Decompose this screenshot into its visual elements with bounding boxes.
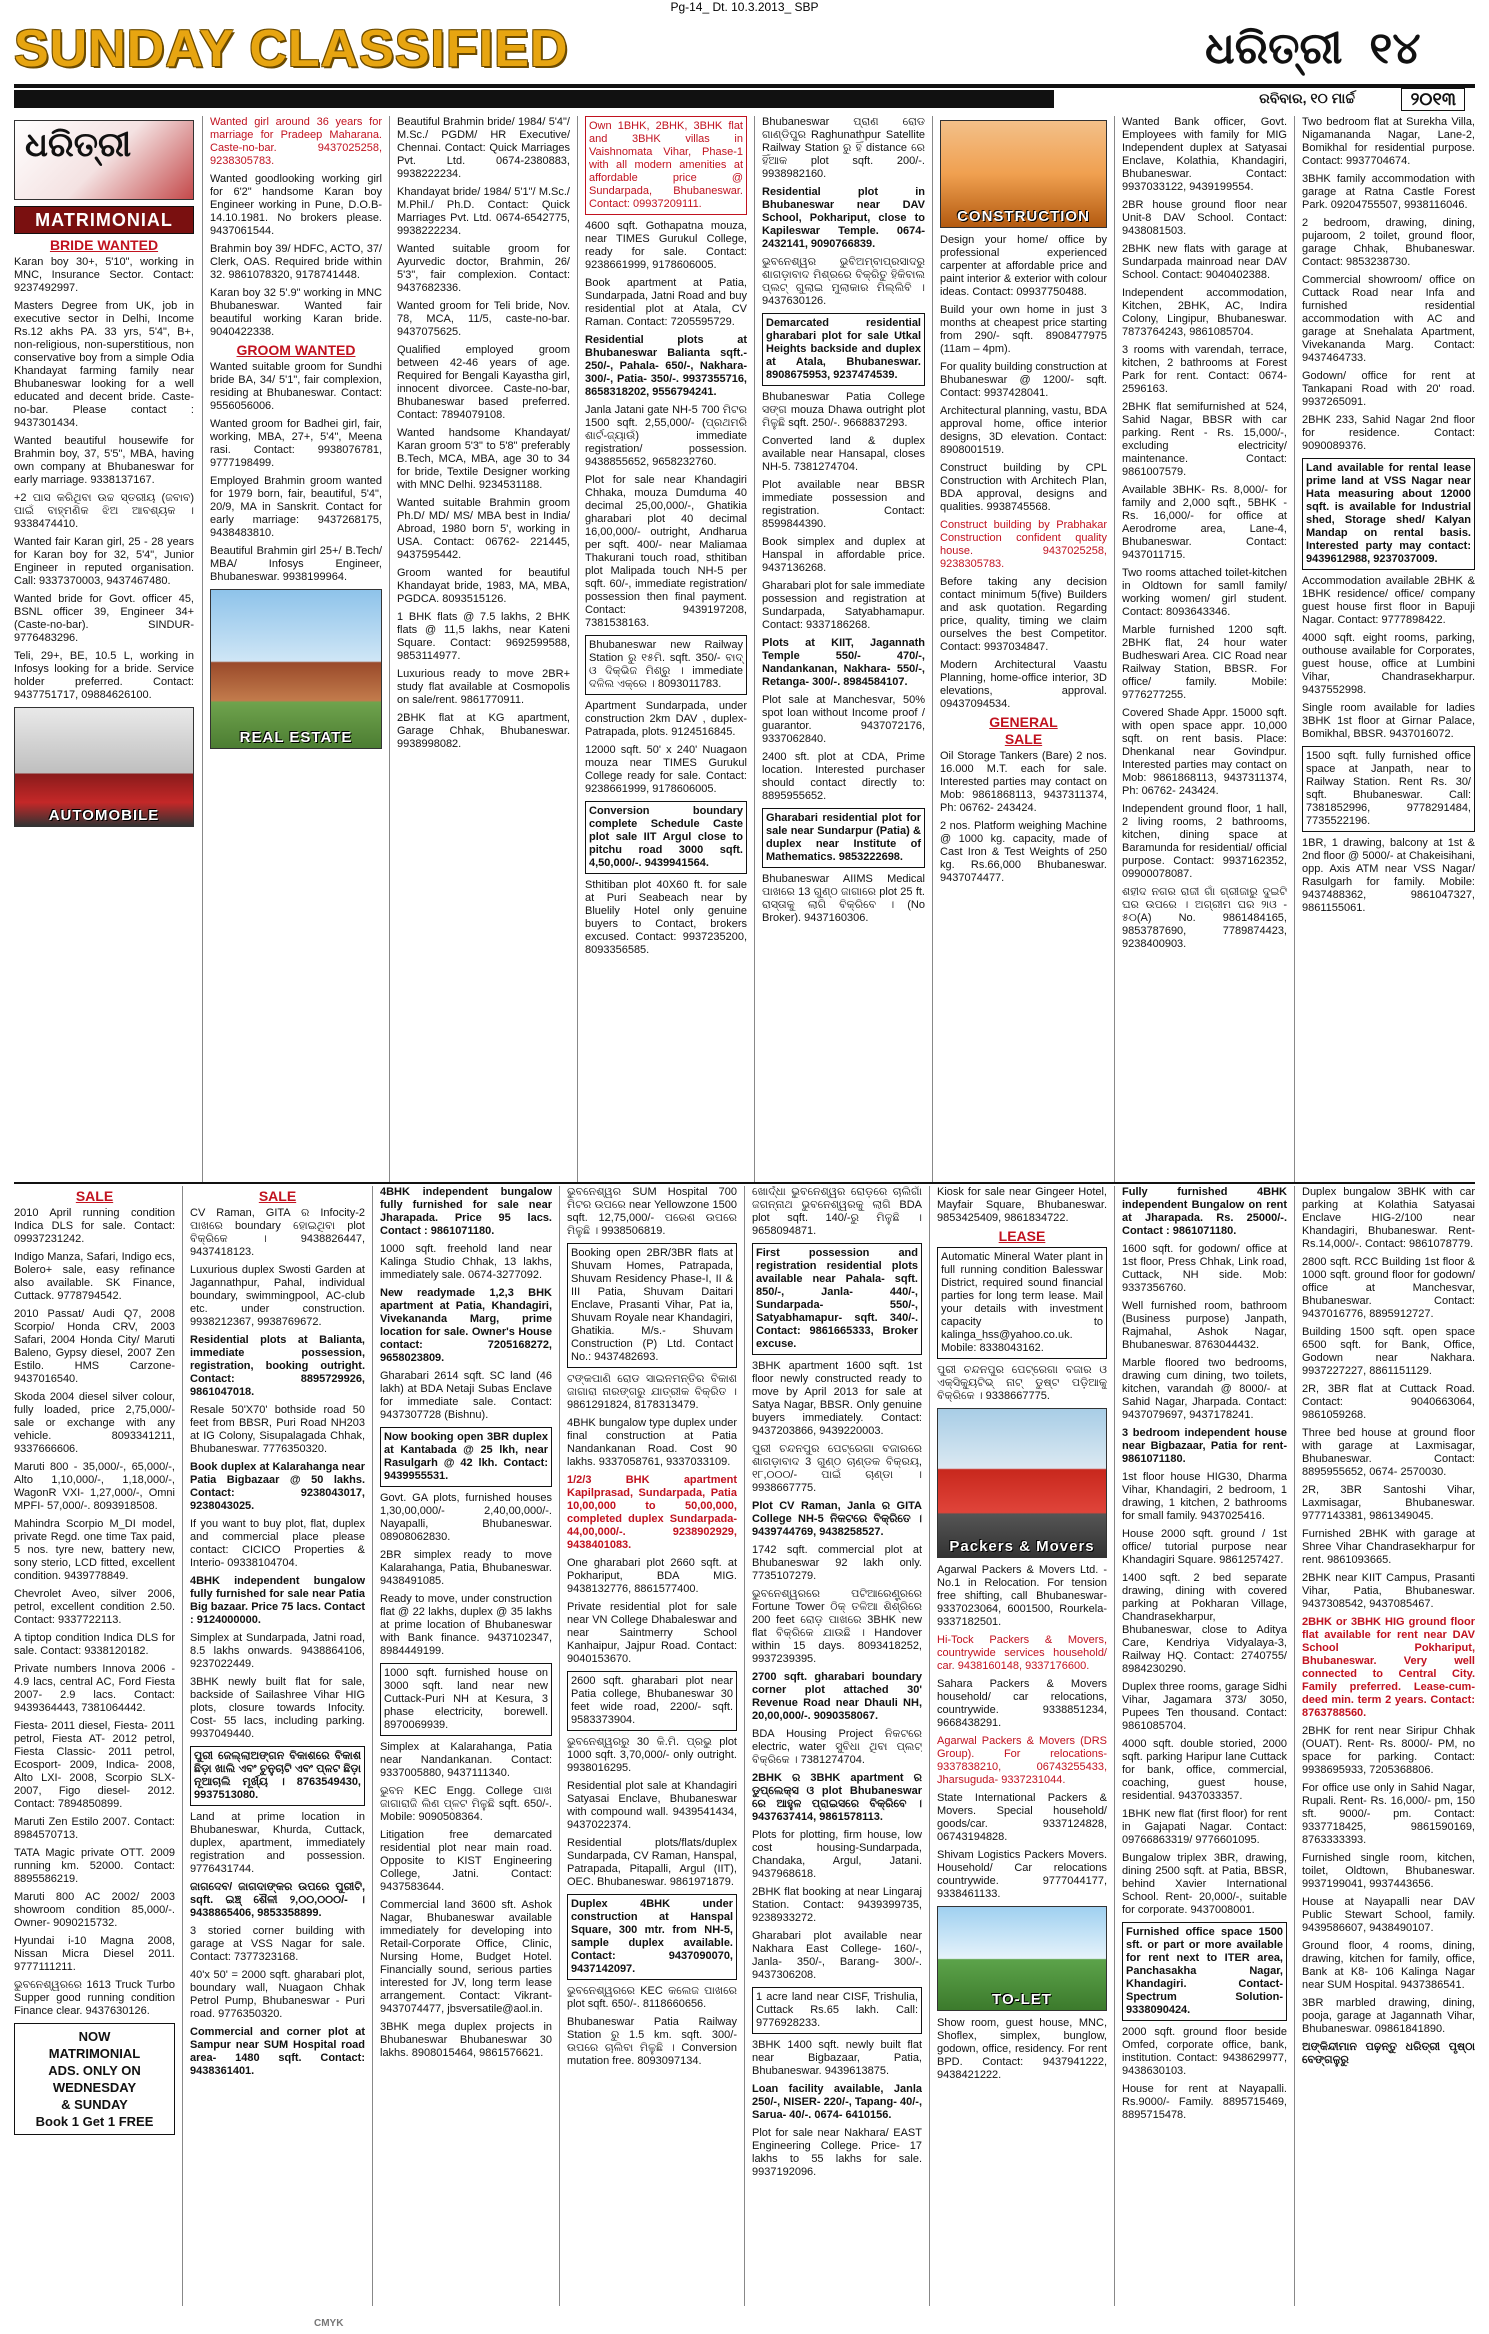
ad-item: Maruti 800 AC 2002/ 2003 showroom condition 85,000/-. Owner- 9090215732. [14,1891,175,1929]
ad-item: 2BHK new flats with garage at Sundarpada mainroad near DAV School. Contact: 9040402388. [1122,243,1287,281]
ad-item: Duplex bungalow 3BHK with car parking at Kolathia Satyasai Enclave HIG-2/100 near Khandagiri, Bhubaneswar. Rent- Rs.14,000/-. Contact: 9861078779. [1302,1186,1475,1250]
issue-year: ୨୦୧୩ [1401,88,1465,111]
ad-item: 3BHK apartment 1600 sqft. 1st floor newly constructed ready to move by April 2013 for sale at Satya Nagar, BBSR. Only genuine buyers immediately. Contact: 9437203866, 9439220003. [752,1360,922,1437]
ad-item: Wanted girl around 36 years for marriage for Pradeep Maharana. Caste-no-bar. 9437025258, 9238305783. [210,116,382,167]
ad-item: 2BR house ground floor near Unit-8 DAV School. Contact: 9438081503. [1122,199,1287,237]
ad-item: Design your home/ office by professional experienced carpenter at affordable price and paint interior & exterior with colour ideas. Contact: 09937750488. [940,234,1107,298]
ad-item: Fully furnished 4BHK independent Bungalow on rent at Jharapada. Rs. 25000/-. Contact : 9861071180. [1122,1186,1287,1237]
ad-item: Wanted handsome Khandayat/ Karan groom 5'3" to 5'8" preferably B.Tech, MCA, MBA, age 30 to 34 for bride, Textile Designer working with MNC Delhi. 9234531188. [397,427,570,491]
bottom-column-4 [567,1186,737,2306]
ad-item: Khandayat bride/ 1984/ 5'1"/ M.Sc./ M.Phil./ Ph.D. Contact: Quick Marriages Pvt. Ltd. 0674-6542775, 9938222234. [397,186,570,237]
ad-item: Agarwal Packers & Movers Ltd. - No.1 in Relocation. For tension free shifting, call Bhubaneswar- 9337023064, 6001500, Rourkela- 9337182501. [937,1564,1107,1628]
ad-item: Residential plots at Balianta, immediate possession, registration, booking outright. Contact: 8895729926, 9861047018. [190,1334,365,1398]
ad-item: Masters Degree from UK, job in executive sector in Delhi, Income Rs.12 akhs PA. 33 yrs, 5'4", B+, non-religious, non-superstitious, non conservative boy from a simple Odia Khandayat farming family near Bhubaneswar looking for a well educated and decent bride. Caste-no-bar. Please contact : 9437301434. [14,300,194,429]
ad-item: Employed Brahmin groom wanted for 1979 born, fair, beautiful, 5'4", 20/9, MA in Sanskrit. Contact for early marriage: 9437268175, 9438483810. [210,475,382,539]
ad-item: +2 ପାସ କରିଥିବା ଉଚ୍ଚ ସ୍ତରୀୟ (ଜବାବ) ପାଇଁ ବାହ୍ମଣିକ ଝିଅ ଆବଶ୍ୟକ । 9338474410. [14,492,194,530]
ad-item: ଭୁବନ KEC Engg. College ପାଖ ଜାଗାରାଜି ଲିଣ ପ୍ଳଟ ମିଳୁଛି sqft. 650/-. Mobile: 9090508364. [380,1785,552,1823]
bottom-column-2 [190,1186,365,2306]
column-rule [1294,116,1295,1182]
ad-item: ଜାଗଦେବ/ ଜାଗଦାଙ୍କର ଉପରେ ପୁରୀଟି, sqft. ଇଞ୍ଚ୍ ଶୈଳୀ ୨,୦୦,୦୦୦/- । 9438865406, 9853358899. [190,1881,365,1919]
column-rule [559,1186,560,2306]
ad-item: ପୁରୀ ଚନ୍ଦନପୁର ପେଟ୍ରେଗା ବଜାର ଓ ଏକ୍ସିକ୍ୟୁଟିଭ୍ ନାଟ୍ ଡୁଷ୍ଟ ପଡ଼ିଆକୁ ବିକ୍ରିକେ । 9338667775. [937,1364,1107,1402]
ad-item: Shivam Logistics Packers Movers. Household/ Car relocations countrywide. 9777044177, 9338461133. [937,1849,1107,1900]
ad-item: Karan boy 32 5'.9" working in MNC Bhubaneswar. Wanted fair beautiful working Karan bride. 9040422338. [210,287,382,338]
section-title: SUNDAY CLASSIFIED [14,20,569,78]
ad-item: BDA Housing Project ନିକଟରେ electric, water ସୁବିଧା ଥିବା ପ୍ଲଟ୍ ବିକ୍ରିକେ । 7381274704. [752,1728,922,1766]
automobile-image [14,707,194,827]
ad-item: Booking open 2BR/3BR flats at Shuvam Homes, Patrapada, Shuvam Residency Phase-I, II & III Patia, Shuvam Daitari Enclave, Prasanti Vihar, Pat ia, Shuvam Royale near Khandagiri, Ghatikia. M/s.- Shuvam Construction (P) Ltd. Contact No.: 9437482693. [567,1243,737,1368]
ad-item: 2BR simplex ready to move Kalarahanga, Patia, Bhubaneswar. 9438491085. [380,1549,552,1587]
ad-item: ଟଙ୍କପାଣି ରୋଡ ସାଇନମନ୍ତିର ବିକାଶ ଜାଗାରା ନାରଙ୍ଗରୁ ଯାତ୍ରୀକ ବିକ୍ରିତ । 9861291824, 8178313479. [567,1373,737,1411]
ad-item: Gharabari plot available near Nakhara East College- 160/-, Janla- 350/-, Barang- 300/-. 9437306208. [752,1930,922,1981]
ad-item: Plots for plotting, firm house, low cost housing-Sundarpada, Chandaka, Argul, Jatani. 9437968618. [752,1829,922,1880]
ad-item: Build your own home in just 3 months at cheapest price starting from 290/- sqft. 8908477975 (11am – 4pm). [940,304,1107,355]
ad-item: Furnished office space 1500 sft. or part or more available for rent next to ITER area, Panchasakha Nagar, Khandagiri. Contact- Spectrum Solution- 9338090424. [1122,1922,1287,2021]
ad-item: Accommodation available 2BHK & 1BHK residence/ office/ company guest house first floor in Bapuji Nagar. Contact: 9777898422. [1302,575,1475,626]
ad-item: ଭୁବନେଶ୍ୱରରେ 1613 Truck Turbo Supper good running condition Finance clear. 9437630126. [14,1979,175,2017]
ad-item: Beautiful Brahmin bride/ 1984/ 5'4"/ M.Sc./ PGDM/ HR Executive/ Chennai. Contact: Quick Marriages Pvt. Ltd. 0674-2380883, 9938222234. [397,116,570,180]
ad-item: Converted land & duplex available near Hansapal, closes NH-5. 7381274704. [762,435,925,473]
ad-item: ଭୁବନେଶ୍ୱରରେ KEC କଲେଜ ପାଖରେ plot sqft. 650/-. 8118660656. [567,1985,737,2010]
ad-item: One gharabari plot 2660 sqft. at Pokhariput, BDA MIG. 9438132776, 8861577400. [567,1557,737,1595]
ad-item: Plots at KIIT, Jagannath Temple 550/- 470/-, Nandankanan, Nakhara- 550/-, Retanga- 300/-. 8984584107. [762,637,925,688]
lease-heading: LEASE [998,1228,1046,1244]
bottom-section [14,1186,1475,2306]
ad-item: 1500 sqft. fully furnished office space at Janpath, near to Railway Station. Rent Rs. 30/ sqft. Bhubaneswar. Call: 7381852996, 9778291484, 7735522196. [1302,746,1475,832]
ad-item: Residential plots/flats/duplex Sundarpada, CV Raman, Hanspal, Patrapada, Pitapalli, Argul (IIT), OEC. Bhubaneswar. 9861971879. [567,1837,737,1888]
ad-item: Own 1BHK, 2BHK, 3BHK flat and 3BHK villas in Vaishnomata Vihar, Phase-1 with all modern amenities at affordable price @ Sundarpada, Bhubaneswar. Contact: 09937209111. [585,116,747,215]
ad-item: Marble floored two bedrooms, drawing cum dining, two toilets, kitchen, varandah @ 8000/- at Sahid Nagar, Jharpada. Contact: 9437079697, 9437178241. [1122,1357,1287,1421]
ad-item: ପୁରୀ ଜେଲ୍ଲାଅଙ୍ଗନ ବିକାଶରେ ବିକାଶ ଛିଡ଼ା ଖାଲି ଏବଂ ଚୁନୁଚାଟି ଏବଂ ପ୍ଳଟ ଛିଡ଼ା ନୂଆଚାଲି ମୂର୍ଖ୍ୟ । 8763549430, 9937513080. [190,1746,365,1806]
ad-item: ଖୋର୍ଦ୍ଧା ଭୁବନେଶ୍ୱର ରୋଡ଼ରେ ଚାଲିଗାଁ ଜଗନ୍ନାଥ ଭୁବନେଶ୍ୱରକୁ ଲାଗି BDA plot sqft. 140/-ରୁ ମିଳୁଛି । 9658094871. [752,1186,922,1237]
page-footer [14,2316,1475,2334]
ad-item: Three bed house at ground floor with garage at Laxmisagar, Bhubaneswar. Contact: 8895955652, 0674- 2570030. [1302,1427,1475,1478]
ad-item: TATA Magic private OTT. 2009 running km. 52000. Contact: 8895586219. [14,1847,175,1885]
bottom-column-8 [1302,1186,1475,2306]
dharitri-logo-small: ଧରିତ୍ରୀ [25,125,132,165]
ad-item: Furnished 2BHK with garage at Shree Vihar Chandrasekharpur for rent. 9861093665. [1302,1528,1475,1566]
ad-item: 2BHK 233, Sahid Nagar 2nd floor for residence. Contact: 9090089376. [1302,414,1475,452]
ad-item: Maruti 800 - 35,000/-, 65,000/-, Alto 1,10,000/-, 1,18,000/-, WagonR VXI- 1,27,000/-, Omni MPFI- 57,000/-. 8093918508. [14,1461,175,1512]
ad-item: 1/2/3 BHK apartment Kapilprasad, Sundarpada, Patia 10,00,000 to 50,00,000, completed duplex Sundarpada- 44,00,000/-. 9238902929, 9438401083. [567,1474,737,1551]
ad-item: 3BR marbled drawing, dining, pooja, garage at Jagannath Vihar, Bhubaneswar. 09861841890. [1302,1997,1475,2035]
sale-heading: SALE [75,1188,114,1204]
ad-item: 2800 sqft. RCC Building 1st floor & 1000 sqft. ground floor for godown/ office at Manchesvar, Bhubaneswar. Contact: 9437016776, 8895912727. [1302,1256,1475,1320]
ad-item: Bhubaneswar new Railway Station ରୁ ୧୫ମି. sqft. 350/- ବାଦ୍ ଓ ଦିକ୍ଭିଜ ମିଶ୍ରୁ । immediate ଦଳିଲ ଏକ୍ରେ । 8093011783. [585,635,747,695]
sale-subheading: SALE [1004,731,1043,747]
top-column-8 [1302,116,1475,1182]
ad-item: Before taking any decision contact minimum 5(five) Builders and ask quotation. Regarding price, quality, timing we claim ourselves the best Competitor. Contact: 9937034847. [940,576,1107,653]
ad-item: 4BHK independent bungalow fully furnished for sale near Patia Big bazaar. Price 75 lacs. Contact : 9124000000. [190,1575,365,1626]
ad-item: Duplex 4BHK under construction at Hanspal Square, 300 mtr. from NH-5, sample duplex available. Contact: 9437090070, 9437142097. [567,1894,737,1980]
dateline-bar [14,90,1054,108]
ad-item: Furnished single room, kitchen, toilet, Oldtown, Bhubaneswar. 9937199041, 9937443656. [1302,1852,1475,1890]
bottom-column-3 [380,1186,552,2306]
ad-item: House 2000 sqft. ground / 1st office/ tutorial purpose near Khandagiri Square. 9861257427. [1122,1528,1287,1566]
ad-item: Skoda 2004 diesel silver colour, fully loaded, price 2,75,000/- sale or exchange with any vehicle. 8093341211, 9337666606. [14,1391,175,1455]
ad-item: Plot for sale near Khandagiri Chhaka, mouza Dumduma 40 decimal 25,00,000/-, Ghatikia gharabari plot 40 decimal 16,00,000/- outright, Andharua per sqft. 400/- near Maliamaa Thakurani touch road, sthitiban plot Malipada touch NH-5 per sqft. 60/-, immediate registration/ possession then final payment. Contact: 9439197208, 7381538163. [585,474,747,629]
promo-line: WEDNESDAY [52,2080,137,2095]
ad-item: Wanted fair Karan girl, 25 - 28 years for Karan boy for 32, 5'4", Junior Engineer in reputed organisation. Call: 9337370003, 9437467480. [14,536,194,587]
ad-item: ଭୁବନେଶ୍ୱରରୁ 30 କି.ମି. ପ୍ରଭୁ plot 1000 sqft. 3,70,000/- only outright. 9938016295. [567,1736,737,1774]
ad-item: Land at prime location in Bhubaneswar, Khurda, Cuttack, duplex, apartment, immediately registration and possession. 9776431744. [190,1811,365,1875]
ad-item: Hi-Tock Packers & Movers, countrywide services household/ car. 9438160148, 9337176600. [937,1634,1107,1672]
column-rule [182,1186,183,2306]
matrimonial-banner [14,206,194,234]
ad-item: Apartment Sundarpada, under construction 2km DAV , duplex-Patrapada, plots. 9124516845. [585,700,747,738]
ad-item: Brahmin boy 39/ HDFC, ACTO, 37/ Clerk, OAS. Required bride within 32. 9861078320, 9178741448. [210,243,382,281]
construction-label: CONSTRUCTION [957,208,1090,225]
dharitri-logo: ଧରିତ୍ରୀ [1205,23,1343,74]
ad-item: Covered Shade Appr. 15000 sqft. with open space appr. 10,000 sqft. on rent basis. Place: Dhenkanal near Govindpur. Interested parties may contact on Mob: 9861868113, 9437311374, Ph: 06762- 243424. [1122,707,1287,797]
ad-item: Plot CV Raman, Janla ର GITA College NH-5 ନିକଟରେ ବିକ୍ରିତେ । 9439744769, 9438258527. [752,1500,922,1538]
column-rule [744,1186,745,2306]
ad-item: ପୁରୀ ଚନ୍ଦନପୁର ପେଟ୍ରେଗା ବଜାରରେ ଶାଗଡ଼ାବାଦ 3 ଗୁଣ୍ଠ ଚାଣ୍ଡକ ବିକ୍ରୟ, ୧୮,୦୦୦/- ପାଇଁ ଚାଣ୍ଡା । 9938667775. [752,1443,922,1494]
ad-item: Chevrolet Aveo, silver 2006, petrol, excellent condition 2.50. Contact: 9337722113. [14,1588,175,1626]
ad-item: Marble furnished 1200 sqft. 2BHK flat, 24 hour water Budheswari Area. CIC Road near Railway Station, BBSR. For office/ family. Mobile: 9776277255. [1122,624,1287,701]
ad-item: Plot sale at Manchesvar, 50% spot loan without Income proof / guarantor. 9437072176, 9337062840. [762,694,925,745]
ad-item: Gharabari 2614 sqft. SC land (46 lakh) at BDA Netaji Subas Enclave for immediate sale. Contact: 9437307728 (Bishnu). [380,1370,552,1421]
ad-item: 2BHK ର 3BHK apartment ର ଡୁପ୍ଲେକ୍ସ ଓ plot Bhubaneswar ରେ ଆହୁଳ ପ୍ରାଇସରେ ବିକ୍ରିବେ । 9437637414, 9861578113. [752,1772,922,1823]
ad-item: Ready to move, under construction flat @ 22 lakhs, duplex @ 35 lakhs at prime location of Bhubaneswar with Bank finance. 9437102347, 8984449199. [380,1593,552,1657]
ad-item: A tiptop condition Indica DLS for sale. Contact: 9338120182. [14,1632,175,1657]
matrimonial-banner-text: MATRIMONIAL [35,210,173,230]
ad-item: 2 bedroom, drawing, dining, pujaroom, 2 toilet, ground floor, garage Chhak, Bhubaneswar. Contact: 9853238730. [1302,217,1475,268]
column-rule [577,116,578,1182]
ad-item: Commercial showroom/ office on Cuttack Road near Infa and furnished residential accommodation with AC and garage at Snehalata Apartment, Vivekananda Marg. Contact: 9437464733. [1302,274,1475,364]
general-heading: GENERAL [989,714,1058,730]
promo-line: NOW [78,2029,111,2044]
column-rule [372,1186,373,2306]
ad-item: 1600 sqft. for godown/ office at 1st floor, Press Chhak, Link road, Cuttack, NH side. Mob: 9337356760. [1122,1243,1287,1294]
ad-item: Oil Storage Tankers (Bare) 2 nos. 16.000 M.T. each for sale. Interested parties may contact on Mob: 9861868113, 9437311374, Ph: 06762- 243424. [940,750,1107,814]
ad-item: 1st floor house HIG30, Dharma Vihar, Khandagiri, 2 bedroom, 1 drawing, 1 kitchen, 2 bathrooms for small family. 9437025416. [1122,1471,1287,1522]
masthead [14,14,1475,109]
ad-item: Wanted suitable Brahmin groom Ph.D/ MD/ MS/ MBA best in India/ Abroad, 1980 born 5', working in USA. Contact: 06762- 221445, 9437595442. [397,497,570,561]
ad-item: 3 storied corner building with garage at VSS Nagar for sale. Contact: 7377323168. [190,1925,365,1963]
ad-item: Kiosk for sale near Gingeer Hotel, Mayfair Square, Bhubaneswar. 9853425409, 9861834722. [937,1186,1107,1224]
ad-item: Indigo Manza, Safari, Indigo ecs, Bolero+ sale, easy refinance also available. SK Finance, Cuttack. 9778794542. [14,1251,175,1302]
ad-item: Gharabari residential plot for sale near Sundarpur (Patia) & duplex near Institute of Mathematics. 9853222698. [762,808,925,868]
ad-item: Two rooms attached toilet-kitchen in Oldtown for samll family/ working women/ girl student. Contact: 8093643346. [1122,567,1287,618]
section-divider [14,1182,1475,1184]
top-column-1 [14,116,194,1182]
ad-item: Luxurious ready to move 2BR+ study flat available at Cosmopolis on sale/rent. 9861770911. [397,668,570,706]
ad-item: Construct building by CPL Construction with Architech Plan, BDA approval, designs and qualities. 9938745568. [940,462,1107,513]
ad-item: Private numbers Innova 2006 - 4.9 lacs, central AC, Ford Fiesta 2007- 2.9 lacs. Contact: 9439364443, 7381064442. [14,1663,175,1714]
ad-item: 40'x 50' = 2000 sqft. gharabari plot, boundary wall, Nuagaon Chhak Petrol Pump, Bhubaneswar - Puri road. 9776350320. [190,1969,365,2020]
packers-movers-label: Packers & Movers [949,1538,1095,1555]
ad-item: 1742 sqft. commercial plot at Bhubaneswar 92 lakh only. 7735107279. [752,1544,922,1582]
ad-item: If you want to buy plot, flat, duplex and commercial place please contact: CICICO Properties & Interio- 09338104704. [190,1518,365,1569]
groom-wanted-heading: GROOM WANTED [236,342,356,358]
ad-item: Independent accommodation, Kitchen, 2BHK, AC, Indira Colony, Lingipur, Bhubaneswar. 7873764243, 9861085704. [1122,287,1287,338]
ad-item: 1000 sqft. freehold land near Kalinga Studio Chhak, 13 lakhs, immediately sale. 0674-3277092. [380,1243,552,1281]
ad-item: Residential plots at Bhubaneswar Balianta sqft.- 250/-, Pahala- 650/-, Nakhara- 300/-, Patia- 350/-. 9937355716, 8658318202, 9556794241. [585,334,747,398]
ad-item: Ground floor, 4 rooms, dining, drawing, kitchen for family, office, Bank at K8- 106 Kalinga Nagar near SUM Hospital. 9437386541. [1302,1940,1475,1991]
ad-item: 2BHK flat semifurnished at 524, Sahid Nagar, BBSR with car parking. Rent - Rs. 15,000/-, excluding electricity/ maintenance. Contact: 9861007579. [1122,401,1287,478]
ad-item: Book apartment at Patia, Sundarpada, Jatni Road and buy residential plot at Atala, CV Raman. Contact: 7205595729. [585,277,747,328]
ad-item: Commercial and corner plot at Sampur near SUM Hospital road area- 1480 sqft. Contact: 9438361401. [190,2026,365,2077]
ad-item: Two bedroom flat at Surekha Villa, Nigamananda Nagar, Lane-2, Bomikhal for residential purpose. Contact: 9937704674. [1302,116,1475,167]
ad-item: 2400 sft. plot at CDA, Prime location. Interested purchaser should contact directly to: 8895955652. [762,751,925,802]
ad-item: 1000 sqft. furnished house on 3000 sqft. land near new Cuttack-Puri NH at Kesura, 3 phase electricity, borewell. 8970069939. [380,1663,552,1736]
ad-item: Now booking open 3BR duplex at Kantabada @ 25 lkh, near Rasulgarh @ 42 lkh. Contact: 9439955531. [380,1427,552,1487]
ad-item: Karan boy 30+, 5'10", working in MNC, Insurance Sector. Contact: 9237492997. [14,256,194,294]
ad-item: 2 nos. Platform weighing Machine @ 1000 kg. capacity, made of Cast Iron & Test Weights of 250 kg. Rs.66,000 Bhubaneswar. 9437074477. [940,820,1107,884]
ad-item: 4BHK bungalow type duplex under final construction at Patia Nandankanan Road. Cost 90 lakhs. 9337058761, 9337033109. [567,1417,737,1468]
ad-item: 2R, 3BR Santoshi Vihar, Laxmisagar, Bhubaneswar. 9777143381, 9861349045. [1302,1484,1475,1522]
column-rule [929,1186,930,2306]
ad-item: Bhubaneswar Patia Railway Station ରୁ 1.5 km. sqft. 300/- ଉପରେ ଚାଲିବା ମିଳୁଛି । Conversion mutation free. 8093097134. [567,2016,737,2067]
construction-image [940,120,1107,228]
ad-item: Loan facility available, Janla 250/-, NISER- 220/-, Tapang- 40/-, Sarua- 40/-. 0674- 6410156. [752,2083,922,2121]
ad-item: 1 acre land near CISF, Trishulia, Cuttack Rs.65 lakh. Call: 9776928233. [752,1987,922,2034]
ad-item: Wanted groom for Teli bride, Nov. 78, MCA, 11/5, caste-no-bar. 9437075625. [397,300,570,338]
masthead-rule [14,84,1475,88]
ad-item: Wanted beautiful housewife for Brahmin boy, 37, 5'5", MBA, having own company at Bhubaneswar for early marriage. 9338137167. [14,435,194,486]
ad-item: Agarwal Packers & Movers (DRS Group). For relocations- 9337838210, 06743255433, Jharsuguda- 9337231044. [937,1735,1107,1786]
ad-item: House at Nayapalli near DAV Public Stewart School, family. 9439586607, 9438490107. [1302,1896,1475,1934]
ad-item: Well furnished room, bathroom (Business purpose) Janpath, Rajmahal, Ashok Nagar, Bhubaneswar. 8763044432. [1122,1300,1287,1351]
ad-item: Plot available near BBSR immediate possession and registration. Contact: 8599844390. [762,479,925,530]
ad-item: Teli, 29+, BE, 10.5 L, working in Infosys looking for a bride. Service holder preferred. Contact: 9437751717, 09884626100. [14,650,194,701]
ad-item: Building 1500 sqft. open space 6500 sqft. for Bank, Office, Godown near Nakhara. 9937227227, 8861151129. [1302,1326,1475,1377]
top-column-6 [940,116,1107,1182]
issue-date: ରବିବାର, ୧୦ ମାର୍ଚ୍ଚ [1259,90,1355,106]
promo-line: Book 1 Get 1 FREE [35,2114,154,2129]
automobile-label: AUTOMOBILE [48,807,160,824]
ad-item: 12000 sqft. 50' x 240' Nuagaon mouza near TIMES Gurukul College ready for sale. Contact: 9238661999, 9178606005. [585,744,747,795]
ad-item: 1400 sqft. 2 bed separate drawing, dining with covered parking at Pokharan Village, Chandrasekharpur, Bhubaneswar, close to Aditya Care, Kendriya Vidyalaya-3, Railway HQ. Contact: 2740755/ 8984230290. [1122,1572,1287,1675]
ad-item: House for rent at Nayapalli. Rs.9000/- Family. 8895715469, 8895715478. [1122,2083,1287,2121]
ad-item: Book duplex at Kalarahanga near Patia Bigbazaar @ 50 lakhs. Contact: 9238043017, 9238043025. [190,1461,365,1512]
ad-item: 2BHK or 3BHK HIG ground floor flat available for rent near DAV School Pokhariput, Bhubaneswar. Very well connected to Central City. Family preferred. Lease-cum-deed min. term 2 years. Contact: 8763788560. [1302,1616,1475,1719]
ad-item: 2BHK near KIIT Campus, Prasanti Vihar, Patia, Bhubaneswar. 9437308542, 9437085467. [1302,1572,1475,1610]
column-rule [1114,1186,1115,2306]
ad-item: Construct building by Prabhakar Construction confident quality house. 9437025258, 9238305783. [940,519,1107,570]
ad-item: Single room available for ladies 3BHK 1st floor at Girnar Palace, Bomikhal, BBSR. 9437016072. [1302,702,1475,740]
ad-item: 3 bedroom independent house near Bigbazaar, Patia for rent- 9861071180. [1122,1427,1287,1465]
ad-item: 2700 sqft. gharabari boundary corner plot attached 30' Revenue Road near Dhauli NH, 20,00,000/-. 9090358067. [752,1671,922,1722]
ad-item: Wanted Bank officer, Govt. Employees with family for MIG Independent duplex at Satyasai Enclave, Kolathia, Khandagiri, Bhubaneswar. Contact: 9937033122, 9439199554. [1122,116,1287,193]
to-let-label: TO-LET [992,1991,1052,2008]
ad-item: Hyundai i-10 Magna 2008, Nissan Micra Diesel 2011. 9777111211. [14,1935,175,1973]
ad-item: CV Raman, GITA ର Infocity-2 ପାଖରେ boundary ହୋଇଥିବା plot ବିକ୍ରିକେ । 9438826447, 9437418123. [190,1207,365,1258]
top-column-2 [210,116,382,1182]
ad-item: Land available for rental lease prime land at VSS Nagar near Hata measuring about 12000 sqft. is available for Industrial shed, Storage shed/ Kalyan Mandap on rental basis. Interested party may contact: 9439612988, 9237037009. [1302,458,1475,570]
ad-item: 2000 sqft. ground floor beside Omfed, corporate office, bank, institution. Contact: 9438629977, 9438630103. [1122,2026,1287,2077]
bottom-column-7 [1122,1186,1287,2306]
top-column-3 [397,116,570,1182]
ad-item: Bhubaneswar AIIMS Medical ପାଖରେ 13 ଗୁଣ୍ଠ ଜାଗାରେ plot 25 ft. ରାସ୍ତାକୁ ଲାଗି ବିକ୍ରିବେ । (No Broker). 9437160306. [762,873,925,924]
matrimonial-promo-box [14,2023,175,2135]
ad-item: Mahindra Scorpio M_DI model, private Regd. one time Tax paid, 5 nos. tyre new, battery new, sony sterio, LCD fitted, excellent condition. 9439778849. [14,1518,175,1582]
ad-item: 3BHK mega duplex projects in Bhubaneswar Bhubaneswar 30 lakhs. 8908015464, 9861576621. [380,2021,552,2059]
ad-item: Beautiful Brahmin girl 25+/ B.Tech/ MBA/ Infosys Engineer, Bhubaneswar. 9938199964. [210,545,382,583]
ad-item: Wanted groom for Badhei girl, fair, working, MBA, 27+, 5'4", Meena rasi. Contact: 9938076781, 9777198499. [210,418,382,469]
ad-item: Demarcated residential gharabari plot for sale Utkal Heights backside and duplex at Atala, Bhubaneswar. 8908675953, 9237474539. [762,313,925,386]
promo-line: ADS. ONLY ON [48,2063,141,2078]
matrimonial-image [14,120,194,200]
ad-item: 3BHK family accommodation with garage at Ratna Castle Forest Park. 09204755507, 9938116046. [1302,173,1475,211]
ad-item: Private residential plot for sale near VN College Dhabaleswar and near Saintmerry School Kanhaipur, Jajpur Road. Contact: 9040153670. [567,1601,737,1665]
ad-item: Litigation free demarcated residential plot near main road. Opposite to KIST Engineering College, Jatni. Contact: 9437583644. [380,1829,552,1893]
ad-item: Residential plot sale at Khandagiri Satyasai Enclave, Bhubaneswar with compound wall. 9439541434, 9437022374. [567,1780,737,1831]
column-rule [1114,116,1115,1182]
top-column-7 [1122,116,1287,1182]
ad-item: Maruti Zen Estilo 2007. Contact: 8984570713. [14,1816,175,1841]
ad-item: 2010 Passat/ Audi Q7, 2008 Scorpio/ Honda CRV, 2003 Safari, 2004 Honda City/ Maruti Baleno, Gypsy diesel, 2007 Zen Estilo. HMS Carzone- 9437016540. [14,1308,175,1385]
real-estate-image [210,589,382,749]
ad-item: Residential plot in Bhubaneswar near DAV School, Pokhariput, close to Kapileswar Temple. 0674-2432141, 9090766839. [762,186,925,250]
bottom-column-6 [937,1186,1107,2306]
ad-item: Bungalow triplex 3BR, drawing, dining 2500 sqft. at Patia, BBSR, behind Xavier International School. Rent- 20,000/-, suitable for corporate. 9437008001. [1122,1852,1287,1916]
ad-item: 3BHK 1400 sqft. newly built flat near Bigbazaar, Patia, Bhubaneswar. 9439613875. [752,2039,922,2077]
ad-item: 2BHK flat booking at near Lingaraj Station. Contact: 9439399735, 9238933272. [752,1886,922,1924]
ad-item: Wanted goodlooking working girl for 6'2" handsome Karan boy Engineer working in Pune, D.O.B- 14.10.1981. No brokers please. 9437061544. [210,173,382,237]
ad-item: Plot for sale near Nakhara/ EAST Engineering College. Price- 17 lakhs to 55 lakhs for sale. 9937192096. [752,2127,922,2178]
ad-item: Sahara Packers & Movers household/ car relocations, countrywide. 9338851234, 9668438291. [937,1678,1107,1729]
promo-line: MATRIMONIAL [48,2046,141,2061]
promo-line: & SUNDAY [61,2097,128,2112]
ad-item: Duplex three rooms, garage Sidhi Vihar, Jagamara 373/ 3050, Pupees Ten thousand. Contact: 9861085704. [1122,1681,1287,1732]
dateline [14,90,1475,110]
real-estate-label: REAL ESTATE [239,729,353,746]
ad-item: Automatic Mineral Water plant in full running condition Balesswar District, required sound financial parties for long term lease. Mail your details with investment capacity to kalinga_hss@yahoo.co.uk. Mobile: 8338043162. [937,1247,1107,1359]
page-number: ୧୪ [1369,23,1421,74]
column-rule [1294,1186,1295,2306]
ad-item: 2BHK flat at KG apartment, Garage Chhak, Bhubaneswar. 9938998082. [397,712,570,750]
ad-item: ଭୁବନେଶ୍ୱରରେ ପଟିଆରେଣ୍ଟ୍ରରେ Fortune Tower ଠିକ୍ ତଳିଆ ଶିଶ୍ରିରେ 200 feet ରୋଡ଼ ପାଖରେ 3BHK new flat ବିକ୍ରିକେ ଯାଉଛି । Handover within 15 days. 8093418252, 9937239395. [752,1588,922,1665]
ad-item: 1BR, 1 drawing, balcony at 1st & 2nd floor @ 5000/- at Chakeisihani, opp. Axis ATM near VSS Nagar/ Rasulgarh for family. Mobile: 9437488362, 9861047327, 9861155061. [1302,837,1475,914]
ad-item: ଶହୀଦ ନଗର ରାଜୀ ଗାଁ ଗ୍ରୀଜାରୁ ଦୁଇଟି ଘର ଉପରେ । ଅଗ୍ରୀମ ଘର ୨ାଓ - ୫୦(A) No. 9861484165, 9853787690, 7789874423, 9238400903. [1122,886,1287,950]
ad-item: 2600 sqft. gharabari plot near Patia college, Bhubaneswar 30 feet wide road, 2200/- sqft. 9583373904. [567,1671,737,1731]
ad-item: 3BHK newly built flat for sale, backside of Sailashree Vihar HIG plots, closure towards Infocity. Cost- 55 lacs, including parking. 9937049440. [190,1676,365,1740]
ad-item: Wanted suitable groom for Sundhi bride BA, 34/ 5'1", fair complexion, residing at Bhubaneswar. Contact: 9556056006. [210,361,382,412]
bottom-column-5 [752,1186,922,2306]
ad-item: Bhubaneswar ପ୍ରାଣ ରୋଡ ଗାଣ୍ଡିପୁର Raghunathpur Satellite Railway Station ରୁ ହିଁ distance ରେ ହିଁଆକ plot sqft. 200/-. 9938982160. [762,116,925,180]
column-rule [932,116,933,1182]
page-slug: Pg-14_ Dt. 10.3.2013_ SBP [670,0,819,14]
ad-item: Luxurious duplex Swosti Garden at Jagannathpur, Pahal, individual boundary, swimmingpool, AC-club etc. under construction. 9938212367, 9938769672. [190,1264,365,1328]
ad-item: 2R, 3BR flat at Cuttack Road. Contact: 9040663064, 9861059268. [1302,1383,1475,1421]
ad-item: 4600 sqft. Gothapatna mouza, near TIMES Gurukul College, ready for sale. Contact: 9238661999, 9178606005. [585,220,747,271]
bride-wanted-heading: BRIDE WANTED [49,237,159,253]
ad-item: 1 BHK flats @ 7.5 lakhs, 2 BHK flats @ 11,5 lakhs, near Kateni Square. Contact: 9692599588, 9853114977. [397,611,570,662]
ad-item: 4000 sqft. double storied, 2000 sqft. parking Haripur lane Cuttack for bank, office, commercial, coaching, guest house, residential. 9437033357. [1122,1738,1287,1802]
packers-movers-image [937,1408,1107,1558]
ad-item: Independent ground floor, 1 hall, 2 living rooms, 2 bathrooms, kitchen, dining space at Baramunda for residential/ official purpose. Contact: 9937162352, 09900078087. [1122,803,1287,880]
ad-item: Bhubaneswar Patia College ସଙ୍ଗ mouza Dhawa outright plot ମିଳୁଛି sqft. 250/-. 9668837293. [762,391,925,429]
ad-item: Godown/ office for rent at Tankapani Road with 20' road. 9937265091. [1302,370,1475,408]
cmyk-marker: CMYK [314,2318,344,2329]
bottom-column-1 [14,1186,175,2306]
top-section [14,116,1475,1182]
sale-heading: SALE [258,1188,297,1204]
ad-item: Conversion boundary complete Schedule Caste plot sale IIT Argul close to pitchu road 3000 sqft. 4,50,000/-. 9439941564. [585,801,747,874]
to-let-image [937,1906,1107,2011]
ad-item: 1BHK new flat (first floor) for rent in Gajapati Nagar. Contact: 09766863319/ 9776601095. [1122,1808,1287,1846]
ad-item: Simplex at Sundarpada, Jatni road, 8.5 lakhs onwards. 9438864106, 9237022449. [190,1632,365,1670]
ad-item: 2BHK for rent near Siripur Chhak (OUAT). Rent- Rs. 8000/- PM, no space for parking. Contact: 9938695933, 7205368806. [1302,1725,1475,1776]
ad-item: Available 3BHK- Rs. 8,000/- for family and 2,000 sqft., 5BHK - Rs. 16,000/- for office at Aerodrome area, Lane-4, Bhubaneswar. Contact: 9437011715. [1122,484,1287,561]
ad-item: Janla Jatani gate NH-5 700 ମିଟର 1500 sqft. 2,55,000/- (ପ୍ରଥମରି ଶାର୍ଟ-ଜ୍ୟାଉଁ) immediate registration/ possession. 9438855652, 9658232760. [585,404,747,468]
ad-item: 3 rooms with varendah, terrace, kitchen, 2 bathrooms at Forest Park for rent. Contact: 0674-2596163. [1122,344,1287,395]
ad-item: 4BHK independent bungalow fully furnished for sale near Jharapada. Price 95 lacs. Contact : 9861071180. [380,1186,552,1237]
column-rule [202,116,203,1182]
ad-item: Gharabari plot for sale immediate possession and registration at Sundarpada, Satyabhamapur. Contact: 9337186268. [762,580,925,631]
ad-item: Govt. GA plots, furnished houses 1,30,00,000/- 2,40,00,000/-. Nayapalli, Bhubaneswar. 08908062830. [380,1492,552,1543]
ad-item: Architectural planning, vastu, BDA approval home, office interior designs, 3D elevation. Contact: 8908001519. [940,405,1107,456]
top-column-4 [585,116,747,1182]
ad-item: Show room, guest house, MNC, Shoflex, simplex, bunglow, godown, office, residency. For rent BPD. Contact: 9437941222, 9438421222. [937,2017,1107,2081]
ad-item: 4000 sqft. eight rooms, parking, outhouse available for Corporates, guest house, office at Lumbini Vihar, Chandrasekharpur. 9437552998. [1302,632,1475,696]
page-footer-note: ଅଙ୍କିନ୍ଦୀମାନ ପଢ଼ନ୍ତୁ ଧରିତ୍ରୀ ପୃଷ୍ଠା ବେଙ୍ଗଳୁରୁ [1302,2041,1475,2066]
ad-item: First possession and registration residential plots available near Pahala- sqft. 850/-, Janla- 440/-, Sundarpada- 550/-, Satyabhamapur- sqft. 340/-. Contact: 9861665333, Broker excuse. [752,1243,922,1355]
ad-item: ଭୁବନେଶ୍ୱର ଭୁବିଅମ୍ବାପ୍ରସାଦରୁ ଶାଗଡ଼ାବାଦ ମିଶ୍ରରେ ବିକ୍ରିତୁ ହିକିବାଲ ପ୍ଲଟ୍ ଗୁଲାଇ ମୁଲାକାର ମିଲ୍ଲିବି । 9437630126. [762,256,925,307]
ad-item: Modern Architectural Vaastu Planning, home-office interior, 3D elevations, approval. 09437094534. [940,659,1107,710]
ad-item: Wanted bride for Govt. officer 45, BSNL officer 39, Engineer 34+ (Caste-no-bar). SINDUR- 9776483296. [14,593,194,644]
ad-item: Wanted suitable groom for Ayurvedic doctor, Brahmin, 26/ 5'3", fair complexion. Contact: 9437682336. [397,243,570,294]
ad-item: Groom wanted for beautiful Khandayat bride, 1983, MA, MBA, PGDCA. 8093515126. [397,567,570,605]
ad-item: Resale 50'X70' bothside road 50 feet from BBSR, Puri Road NH203 at IG Colony, Sisupalagada Chhak, Bhubaneswar. 7776350320. [190,1404,365,1455]
top-column-5 [762,116,925,1182]
ad-item: ଭୁବନେଶ୍ୱର SUM Hospital 700 ମିଟର ଉପରେ near Yellowzone 1500 sqft. 12,75,000/- ପରେଶ ଉପରେ ମିଳୁଛି । 9938506819. [567,1186,737,1237]
ad-item: For quality building construction at Bhubaneswar @ 1200/- sqft. Contact: 9937428041. [940,361,1107,399]
ad-item: Book simplex and duplex at Hanspal in affordable price. 9437136268. [762,536,925,574]
ad-item: Simplex at Kalarahanga, Patia near Nandankanan. Contact: 9337005880, 9437111340. [380,1741,552,1779]
ad-item: State International Packers & Movers. Special household/ goods/car. 9337124828, 06743194828. [937,1792,1107,1843]
ad-item: For office use only in Sahid Nagar, Rupali. Rent- Rs. 16,000/- pm, 150 sft. 9000/- pm. Contact: 9337718425, 9861590169, 8763333393. [1302,1782,1475,1846]
ad-item: New readymade 1,2,3 BHK apartment at Patia, Khandagiri, Vivekananda Marg, prime location for sale. Owner's House contact: 7205168272, 9658023809. [380,1287,552,1364]
ad-item: 2010 April running condition Indica DLS for sale. Contact: 09937231242. [14,1207,175,1245]
ad-item: Fiesta- 2011 diesel, Fiesta- 2011 petrol, Fiesta AT- 2012 petrol, Fiesta Classic- 2011 petrol, Ecosport- 2009, Indica- 2008, Alto LXI- 2008, Scorpio SLX- 2007, Figo diesel- 2012. Contact: 7894850899. [14,1720,175,1810]
column-rule [389,116,390,1182]
ad-item: Commercial land 3600 sft. Ashok Nagar, Bhubaneswar available immediately for developing into Retail-Corporate Office, Clinic, Nursing Home, Budget Hotel. Financially sound, serious parties interested for JV, long term lease arrangement. Contact: Vikrant- 9437074477, jbsversatile@aol.in. [380,1899,552,2015]
ad-item: Qualified employed groom between 42-46 years of age. Required for Bengali Kayastha girl, innocent divorcee. Caste-no-bar, Bhubaneswar based preferred. Contact: 7894079108. [397,344,570,421]
column-rule [754,116,755,1182]
ad-item: Sthitiban plot 40X60 ft. for sale at Puri Seabeach near by Bluelily Hotel only genuine buyers to Contact, brokers excused. Contact: 9937235200, 8093356585. [585,879,747,956]
